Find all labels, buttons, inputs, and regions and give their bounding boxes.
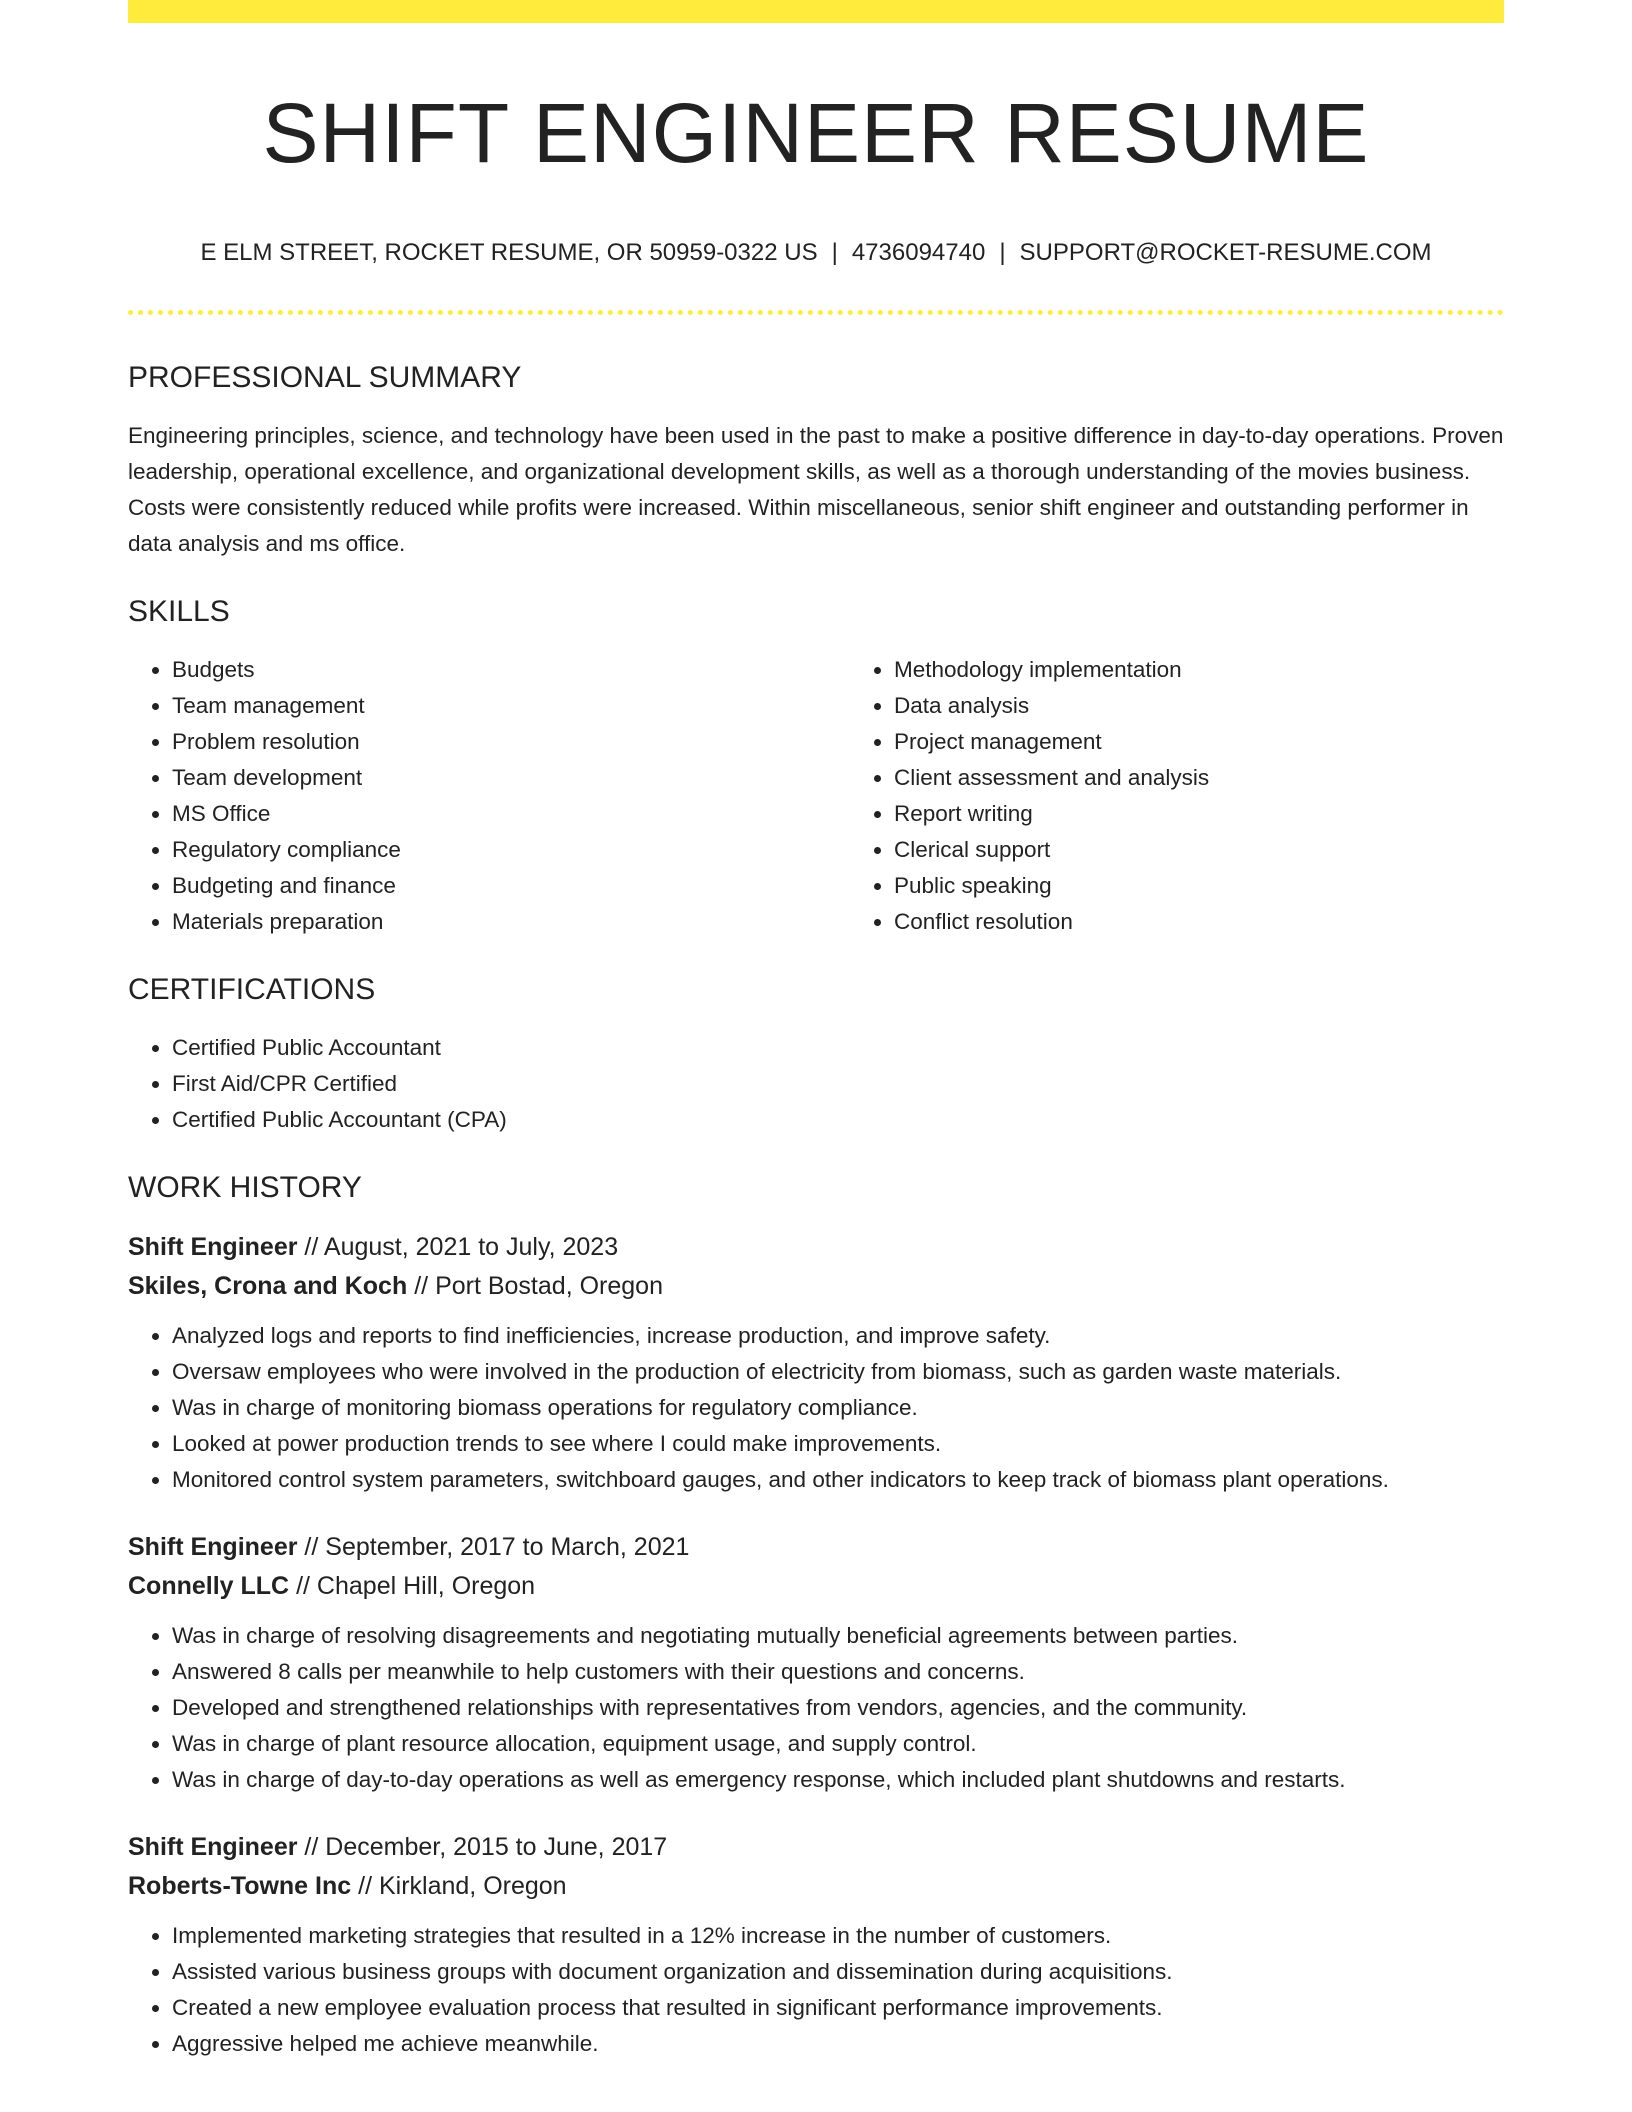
skill-item: • Client assessment and analysis <box>894 760 1572 796</box>
skill-item: • Regulatory compliance <box>172 832 850 868</box>
job-bullet: • Looked at power production trends to see where I could make improvements. <box>172 1426 1504 1462</box>
job-entry <box>128 1228 1504 1498</box>
job-bullet: • Assisted various business groups with document organization and dissemination during acquisitions. <box>172 1954 1504 1990</box>
skill-item: • Budgets <box>172 652 850 688</box>
skill-item: • Data analysis <box>894 688 1572 724</box>
job-company-line <box>128 1567 1504 1606</box>
job-bullet: • Developed and strengthened relationships with representatives from vendors, agencies, and the community. <box>172 1690 1504 1726</box>
job-title: Shift Engineer <box>128 1532 298 1561</box>
job-company: Roberts-Towne Inc <box>128 1871 352 1900</box>
skill-item: • Project management <box>894 724 1572 760</box>
contact-separator: | <box>831 238 838 266</box>
job-bullet: • Answered 8 calls per meanwhile to help customers with their questions and concerns. <box>172 1654 1504 1690</box>
job-separator: // <box>304 1232 319 1261</box>
job-company-line <box>128 1867 1504 1906</box>
skill-item: • Methodology implementation <box>894 652 1572 688</box>
job-company: Skiles, Crona and Koch <box>128 1271 408 1300</box>
job-title-line <box>128 1528 1504 1567</box>
job-location: Kirkland, Oregon <box>378 1871 567 1900</box>
job-dates: December, 2015 to June, 2017 <box>325 1832 668 1861</box>
job-dates: September, 2017 to March, 2021 <box>325 1532 690 1561</box>
job-title: Shift Engineer <box>128 1832 298 1861</box>
job-bullet: • Monitored control system parameters, switchboard gauges, and other indicators to keep track of biomass plant operations. <box>172 1462 1504 1498</box>
contact-separator: | <box>999 238 1006 266</box>
work-history-section <box>128 1170 1504 2062</box>
job-bullets <box>128 1318 1504 1498</box>
skill-item: • Materials preparation <box>172 904 850 940</box>
job-bullet: • Implemented marketing strategies that resulted in a 12% increase in the number of customers. <box>172 1918 1504 1954</box>
certifications-list <box>128 1030 1504 1138</box>
job-separator: // <box>296 1571 310 1600</box>
skills-list-right <box>850 652 1572 940</box>
resume-page <box>128 0 1504 2062</box>
summary-text: Engineering principles, science, and technology have been used in the past to make a positive difference in day-to-day operations. Proven leadership, operational excellence, and organizational development skills, as well as a thorough understanding of the movies business. Costs were consistently reduced while profits were increased. Within miscellaneous, senior shift engineer and outstanding performer in data analysis and ms office. <box>128 422 1504 556</box>
job-bullet: • Oversaw employees who were involved in the production of electricity from biomass, such as garden waste materials. <box>172 1354 1504 1390</box>
job-bullets <box>128 1618 1504 1798</box>
skills-section <box>128 594 1504 940</box>
job-separator: // <box>414 1271 429 1300</box>
skill-item: • Public speaking <box>894 868 1572 904</box>
skills-columns <box>128 630 1504 940</box>
skills-heading: SKILLS <box>128 594 230 628</box>
job-title: Shift Engineer <box>128 1232 298 1261</box>
job-bullets <box>128 1918 1504 2062</box>
job-location: Port Bostad, Oregon <box>435 1271 663 1300</box>
contact-address: E ELM STREET, ROCKET RESUME, OR 50959-0322 US <box>200 238 818 266</box>
job-bullet: • Was in charge of day-to-day operations as well as emergency response, which included plant shutdowns and restarts. <box>172 1762 1504 1798</box>
job-bullet: • Was in charge of monitoring biomass operations for regulatory compliance. <box>172 1390 1504 1426</box>
contact-info <box>128 239 1504 268</box>
certifications-section <box>128 972 1504 1138</box>
skill-item: • Clerical support <box>894 832 1572 868</box>
job-location: Chapel Hill, Oregon <box>316 1571 536 1600</box>
job-bullet: • Analyzed logs and reports to find inefficiencies, increase production, and improve safety. <box>172 1318 1504 1354</box>
skill-item: • Budgeting and finance <box>172 868 850 904</box>
job-separator: // <box>304 1832 319 1861</box>
skill-item: • Team management <box>172 688 850 724</box>
contact-phone: 4736094740 <box>851 238 986 266</box>
job-bullet: • Created a new employee evaluation process that resulted in significant performance improvements. <box>172 1990 1504 2026</box>
accent-bar <box>128 0 1504 23</box>
skills-list-left <box>128 652 850 940</box>
work-history-heading: WORK HISTORY <box>128 1170 362 1204</box>
skill-item: • Team development <box>172 760 850 796</box>
job-title-line <box>128 1228 1504 1267</box>
skill-item: • Problem resolution <box>172 724 850 760</box>
job-company: Connelly LLC <box>128 1571 290 1600</box>
job-company-line <box>128 1267 1504 1306</box>
summary-heading: PROFESSIONAL SUMMARY <box>128 360 522 394</box>
certifications-heading: CERTIFICATIONS <box>128 972 376 1006</box>
resume-title: SHIFT ENGINEER RESUME <box>262 86 1370 180</box>
job-separator: // <box>358 1871 373 1900</box>
skill-item: • MS Office <box>172 796 850 832</box>
job-entry <box>128 1528 1504 1798</box>
summary-section <box>128 360 1504 562</box>
job-bullet: • Aggressive helped me achieve meanwhile. <box>172 2026 1504 2062</box>
skill-item: • Report writing <box>894 796 1572 832</box>
job-bullet: • Was in charge of resolving disagreements and negotiating mutually beneficial agreements between parties. <box>172 1618 1504 1654</box>
job-separator: // <box>304 1532 319 1561</box>
job-dates: August, 2021 to July, 2023 <box>323 1232 619 1261</box>
certification-item: • First Aid/CPR Certified <box>172 1066 1504 1102</box>
header-divider <box>128 310 1504 315</box>
job-entry <box>128 1828 1504 2062</box>
contact-email: SUPPORT@ROCKET-RESUME.COM <box>1019 238 1432 266</box>
job-title-line <box>128 1828 1504 1867</box>
skill-item: • Conflict resolution <box>894 904 1572 940</box>
certification-item: • Certified Public Accountant <box>172 1030 1504 1066</box>
job-bullet: • Was in charge of plant resource allocation, equipment usage, and supply control. <box>172 1726 1504 1762</box>
certification-item: • Certified Public Accountant (CPA) <box>172 1102 1504 1138</box>
